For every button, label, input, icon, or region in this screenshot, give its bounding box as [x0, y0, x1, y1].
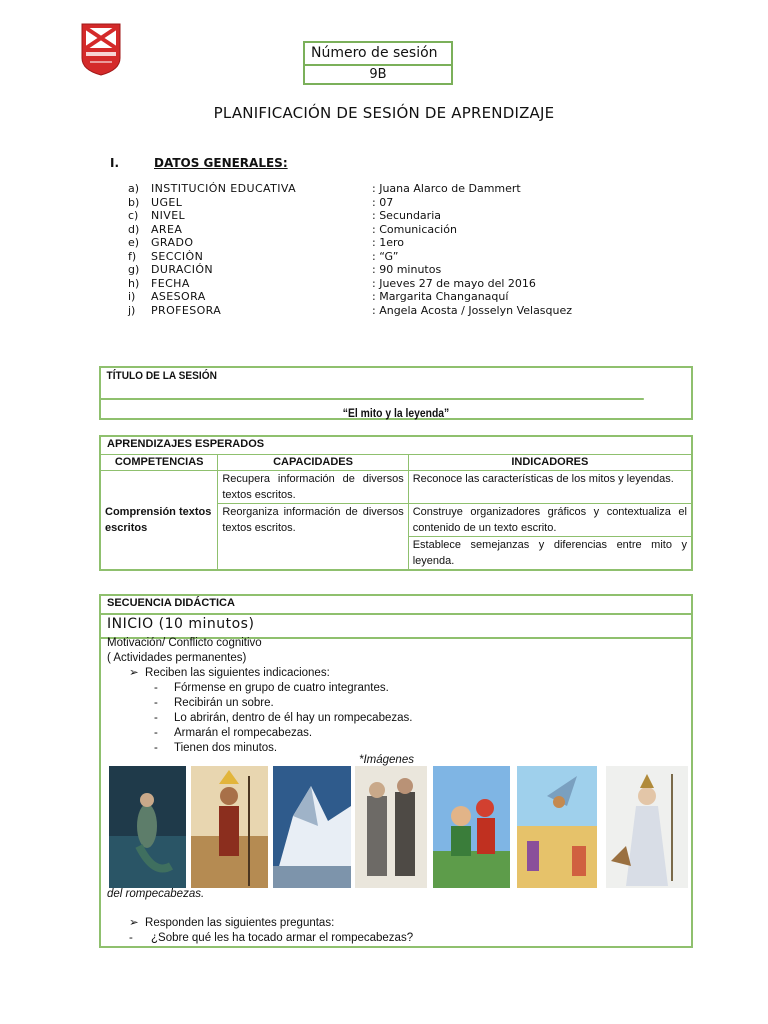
secuencia-body: [107, 636, 412, 756]
row-letter: a): [128, 182, 140, 195]
list-item: [107, 711, 412, 726]
warriors-image: [355, 766, 427, 888]
row-value: : Juana Alarco de Dammert: [372, 182, 521, 195]
list-item: [107, 696, 412, 711]
instrucciones-list: [107, 681, 412, 756]
preguntas-list: [129, 931, 413, 946]
row-value: : 07: [372, 195, 394, 209]
rompecabezas-images: [109, 766, 689, 888]
session-number-label: Número de sesión: [305, 43, 451, 66]
capacidad-cell: Reorganiza información de diversos textos escritos.: [218, 504, 408, 571]
pregunta-text: ¿Sobre qué les ha tocado armar el rompecabezas?: [151, 932, 414, 944]
row-letter: i): [128, 290, 136, 303]
images-caption-start: *Imágenes: [359, 754, 414, 766]
capacidad-cell: Recupera información de diversos textos escritos.: [218, 471, 408, 504]
flying-figure-image: [517, 766, 597, 888]
motivacion-text: Motivación/ Conflicto cognitivo: [107, 637, 262, 649]
aprendizajes-table: [99, 435, 693, 571]
row-letter: c): [128, 209, 139, 222]
cartoon-characters-image: [433, 766, 510, 888]
row-letter: d): [128, 222, 140, 236]
instruccion-text: Tienen dos minutos.: [174, 742, 278, 754]
list-item: [107, 681, 412, 696]
row-key: GRADO: [151, 236, 194, 249]
titulo-sesion-label: TÍTULO DE LA SESIÓN: [101, 368, 644, 400]
bullet-text: Responden las siguientes preguntas:: [145, 917, 335, 929]
row-value: : 90 minutos: [372, 263, 442, 276]
instruccion-text: Fórmense en grupo de cuatro integrantes.: [174, 682, 389, 694]
page-title: PLANIFICACIÓN DE SESIÓN DE APRENDIZAJE: [213, 104, 555, 122]
row-key: AREA: [151, 222, 183, 236]
inicio-heading: INICIO (10 minutos): [101, 615, 691, 639]
row-key: UGEL: [151, 195, 183, 209]
row-letter: g): [128, 263, 140, 276]
row-value: : 1ero: [372, 236, 404, 249]
bullet-text: Reciben las siguientes indicaciones:: [145, 667, 330, 679]
row-value: : Secundaria: [372, 209, 441, 222]
session-number-box: [303, 41, 453, 85]
row-value: : Jueves 27 de mayo del 2016: [372, 276, 536, 290]
col-indicadores: INDICADORES: [408, 455, 692, 471]
instruccion-text: Lo abrirán, dentro de él hay un rompecabezas.: [174, 712, 413, 724]
titulo-sesion-value: “El mito y la leyenda”: [342, 408, 450, 420]
indicador-cell: Construye organizadores gráficos y contextualiza el contenido de un texto escrito.: [408, 504, 692, 537]
row-key: SECCIÒN: [151, 249, 204, 263]
row-letter: h): [128, 276, 140, 290]
inca-warrior-image: [191, 766, 268, 888]
row-key: FECHA: [151, 276, 190, 290]
indicador-cell: Establece semejanzas y diferencias entre mito y leyenda.: [408, 537, 692, 571]
row-value: : Angela Acosta / Josselyn Velasquez: [372, 303, 573, 317]
secuencia-heading: SECUENCIA DIDÁCTICA: [101, 596, 691, 615]
section-number: I.: [110, 156, 120, 170]
row-key: INSTITUCIÓN EDUCATIVA: [151, 182, 297, 195]
indicador-cell: Reconoce las características de los mitos y leyendas.: [408, 471, 692, 504]
row-value: : “G”: [372, 249, 399, 263]
col-capacidades: CAPACIDADES: [218, 455, 408, 471]
competencia-cell: Comprensión textos escritos: [100, 471, 218, 571]
instruccion-text: Armarán el rompecabezas.: [174, 727, 313, 739]
row-value: : Comunicación: [372, 222, 457, 236]
school-crest-logo: [80, 22, 122, 76]
secuencia-didactica-box: [99, 594, 693, 948]
actividades-text: ( Actividades permanentes): [107, 652, 247, 664]
row-letter: f): [128, 249, 137, 263]
row-value: : Margarita Changanaquí: [372, 290, 509, 303]
aprendizajes-heading: APRENDIZAJES ESPERADOS: [100, 436, 692, 455]
images-caption-end: del rompecabezas.: [107, 888, 205, 900]
row-key: NIVEL: [151, 209, 186, 222]
session-number-value: 9B: [369, 67, 387, 82]
snowy-mountain-image: [273, 766, 351, 888]
titulo-sesion-box: [99, 366, 693, 420]
list-item: - ¿Sobre qué les ha tocado armar el rompecabezas?: [129, 932, 414, 944]
datos-generales-heading: [110, 156, 288, 170]
col-competencias: COMPETENCIAS: [100, 455, 218, 471]
preguntas-block: [129, 916, 413, 946]
row-key: ASESORA: [151, 290, 206, 303]
mermaid-image: [109, 766, 186, 888]
row-key: PROFESORA: [151, 303, 222, 317]
list-item: ➢ Reciben las siguientes indicaciones:: [129, 667, 330, 679]
instruccion-text: Recibirán un sobre.: [174, 697, 274, 709]
row-letter: j): [128, 303, 136, 317]
list-item: [107, 726, 412, 741]
goddess-image: [606, 766, 688, 888]
section-title: DATOS GENERALES:: [154, 156, 288, 170]
row-letter: e): [128, 236, 140, 249]
row-letter: b): [128, 195, 140, 209]
row-key: DURACIÓN: [151, 263, 214, 276]
list-item: ➢ Responden las siguientes preguntas:: [129, 917, 335, 929]
